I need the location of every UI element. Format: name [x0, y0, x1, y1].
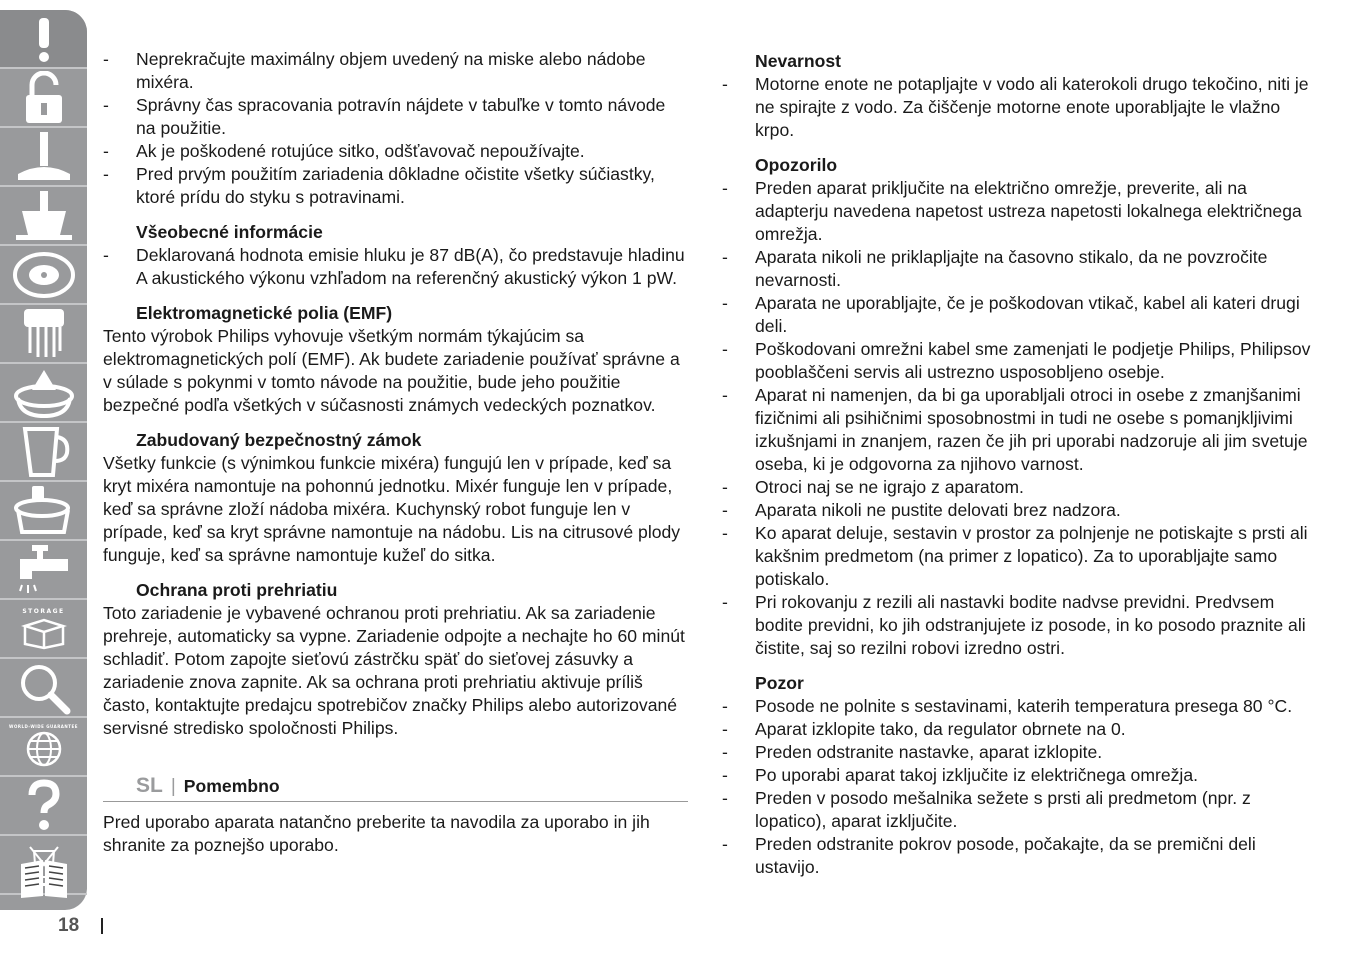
storage-icon[interactable]: [0, 600, 87, 657]
slicing-disc-icon[interactable]: [0, 246, 87, 303]
exclamation-icon[interactable]: [0, 10, 87, 67]
list-item: - Motorne enote ne potapljajte v vodo ali katerokoli drugo tekočino, niti je ne spirajte z vodo. Za čiščenje motorne enote uporabljajte le vlažno krpo.: [722, 73, 1317, 142]
padlock-icon[interactable]: [0, 69, 87, 126]
water-tap-icon[interactable]: [0, 541, 87, 598]
food-processor-icon[interactable]: [0, 482, 87, 539]
list-item: - Správny čas spracovania potravín nájdete v tabuľke v tomto návode na použitie.: [103, 94, 688, 140]
list-item: - Otroci naj se ne igrajo z aparatom.: [722, 476, 1317, 499]
list-item: - Deklarovaná hodnota emisie hluku je 87 dB(A), čo predstavuje hladinu A akustického výkonu vzhľadom na referenčný akustický výkon 1 pW.: [103, 244, 688, 290]
list-item: - Neprekračujte maximálny objem uvedený na miske alebo nádobe mixéra.: [103, 48, 688, 94]
worldwide-guarantee-icon[interactable]: [0, 718, 87, 775]
safety-lock-heading: Zabudovaný bezpečnostný zámok: [136, 430, 422, 450]
guarantee-label: WORLD-WIDE GUARANTEE: [9, 724, 78, 729]
general-info-list: [103, 244, 688, 290]
section-icon-sidebar: [0, 10, 87, 910]
important-heading: Pomembno: [183, 776, 280, 796]
list-item: - Pri rokovanju z rezili ali nastavki bodite nadvse previdni. Predvsem bodite previdni, ko jih odstranjujete iz posode, in ko posodo praznite ali čistite, saj so rezilni robovi izredno ostri.: [722, 591, 1317, 660]
manual-book-icon[interactable]: [0, 849, 87, 906]
list-item: - Ko aparat deluje, sestavin v prostor za polnjenje ne potiskajte s prsti ali kakšnim predmetom (na primer z lopatico). Za to uporabljajte samo potiskalo.: [722, 522, 1317, 591]
list-item: - Preden v posodo mešalnika sežete s prsti ali predmetom (npr. z lopatico), aparat izključite.: [722, 787, 1317, 833]
general-info-heading: Všeobecné informácie: [136, 222, 323, 242]
list-item: - Pred prvým použitím zariadenia dôkladne očistite všetky súčiastky, ktoré prídu do styku s potravinami.: [103, 163, 688, 209]
list-item: - Aparat izklopite tako, da regulator obrnete na 0.: [722, 718, 1317, 741]
language-section-header: [103, 774, 688, 802]
caution-heading: Pozor: [755, 673, 804, 693]
list-item: - Preden aparat priključite na električno omrežje, preverite, ali na adapterju navedena napetost ustreza napetosti lokalnega električnega omrežja.: [722, 177, 1317, 246]
list-item: - Aparat ni namenjen, da bi ga uporabljali otroci in osebe z zmanjšanimi fizičnimi ali psihičnimi sposobnostmi in tudi ne osebe s pomanjkljivimi izkušnjami in znanjem, razen če jih pri uporabi nadzoruje ali jim svetuje oseba, ki je odgovorna za njihovo varnost.: [722, 384, 1317, 476]
magnifier-icon[interactable]: [0, 659, 87, 716]
blender-jug-icon[interactable]: [0, 423, 87, 480]
kneading-tool-icon[interactable]: [0, 187, 87, 244]
emf-paragraph: Tento výrobok Philips vyhovuje všetkým normám týkajúcim sa elektromagnetických polí (EMF). Ak budete zariadenie používať správne a v súlade s pokynmi v tomto návode na použitie, bude jeho použitie bezpečné podľa všetkých v súčasnosti známych vedeckých poznatkov.: [103, 326, 680, 415]
warning-list: [722, 177, 1317, 660]
list-item: - Po uporabi aparat takoj izključite iz električnega omrežja.: [722, 764, 1317, 787]
whisk-icon[interactable]: [0, 305, 87, 362]
overheat-heading: Ochrana proti prehriatiu: [136, 580, 338, 600]
right-column: [722, 48, 1317, 879]
emf-heading: Elektromagnetické polia (EMF): [136, 303, 393, 323]
citrus-press-icon[interactable]: [0, 364, 87, 421]
caution-list: [722, 695, 1317, 879]
important-paragraph: Pred uporabo aparata natančno preberite ta navodila za uporabo in jih shranite za poznejšo uporabo.: [103, 812, 650, 855]
warning-heading: Opozorilo: [755, 155, 838, 175]
question-mark-icon[interactable]: [0, 777, 87, 834]
list-item: - Poškodovani omrežni kabel sme zamenjati le podjetje Philips, Philipsov pooblaščeni servis ali ustrezno usposobljeno osebje.: [722, 338, 1317, 384]
danger-heading: Nevarnost: [755, 51, 842, 71]
storage-label: STORAGE: [22, 607, 65, 615]
safety-lock-paragraph: Všetky funkcie (s výnimkou funkcie mixéra) fungujú len v prípade, keď sa kryt mixéra namontuje na pohonnú jednotku. Mixér funguje len v prípade, keď sa správne zloží nádoba mixéra. Kuchynský robot funguje len v prípade, keď sa kryt správne namontuje na nádobu. Lis na citrusové plody funguje, keď sa správne namontuje kužeľ do sitka.: [103, 453, 681, 565]
list-item: - Preden odstranite nastavke, aparat izklopite.: [722, 741, 1317, 764]
blade-icon[interactable]: [0, 128, 87, 185]
page-number-divider: [101, 918, 103, 934]
language-code: SL: [136, 774, 163, 797]
page-number: 18: [58, 915, 80, 936]
list-item: - Preden odstranite pokrov posode, počakajte, da se premični deli ustavijo.: [722, 833, 1317, 879]
list-item: - Ak je poškodené rotujúce sitko, odšťavovač nepoužívajte.: [103, 140, 688, 163]
danger-list: [722, 73, 1317, 142]
language-separator: |: [170, 776, 176, 797]
list-item: - Aparata nikoli ne priklapljajte na časovno stikalo, da ne povzročite nevarnosti.: [722, 246, 1317, 292]
intro-list: [103, 48, 688, 209]
list-item: - Posode ne polnite s sestavinami, katerih temperatura presega 80 °C.: [722, 695, 1317, 718]
left-column: [103, 48, 688, 857]
list-item: - Aparata nikoli ne pustite delovati brez nadzora.: [722, 499, 1317, 522]
overheat-paragraph: Toto zariadenie je vybavené ochranou proti prehriatiu. Ak sa zariadenie prehreje, automaticky sa vypne. Zariadenie odpojte a nechajte ho 60 minút schladiť. Potom zapojte sieťovú zástrčku späť do sieťovej zásuvky a zariadenie znova zapnite. Ak sa ochrana proti prehriatiu aktivuje príliš často, kontaktujte predajcu spotrebičov značky Philips alebo autorizované servisné stredisko spoločnosti Philips.: [103, 603, 685, 738]
list-item: - Aparata ne uporabljajte, če je poškodovan vtikač, kabel ali kateri drugi deli.: [722, 292, 1317, 338]
